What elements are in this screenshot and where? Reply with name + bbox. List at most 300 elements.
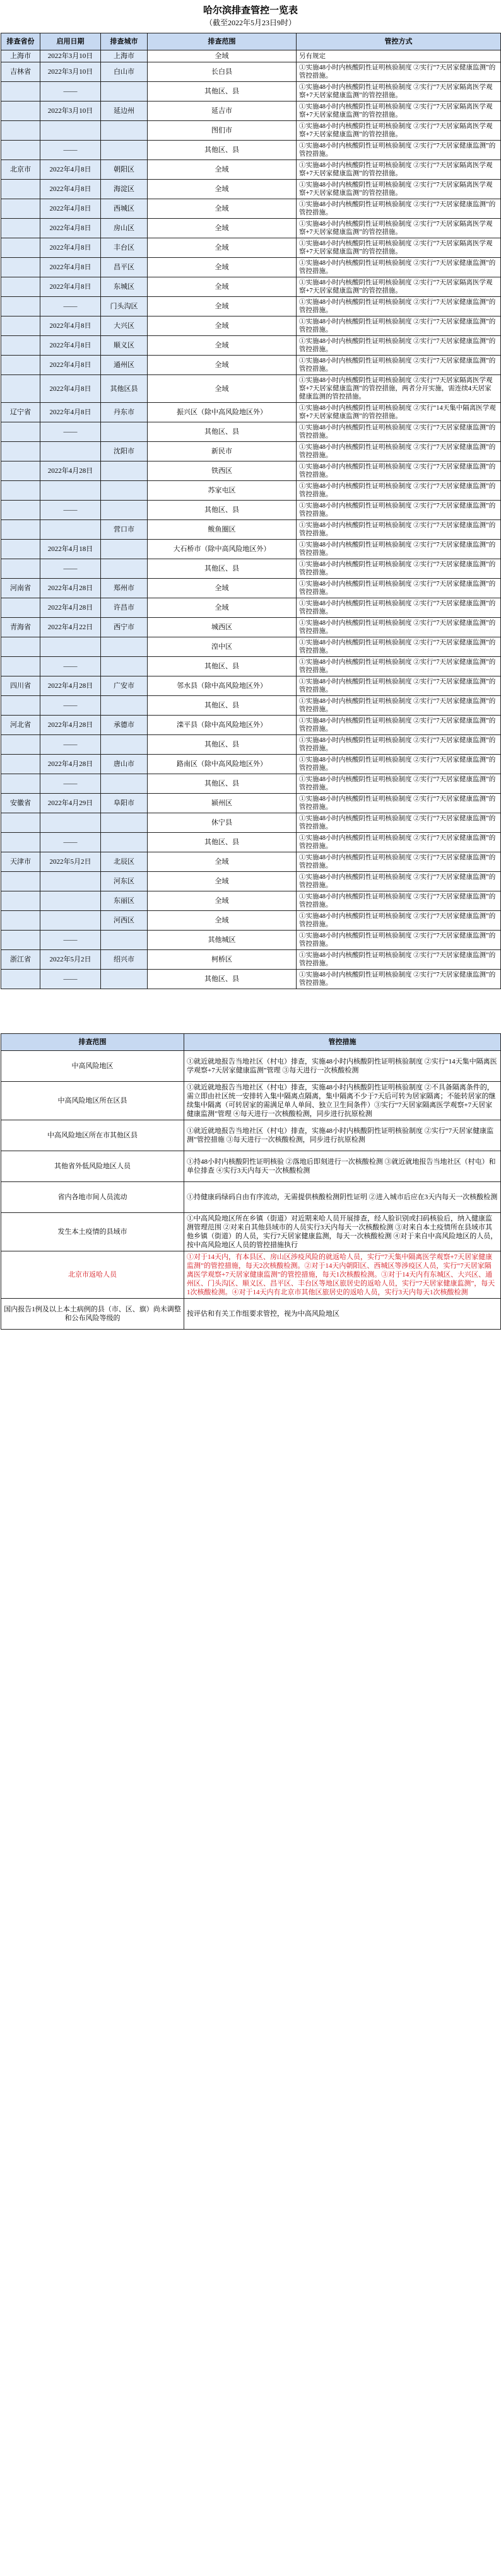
province-cell [1, 82, 40, 102]
city-cell: 东丽区 [101, 891, 148, 911]
control-cell: 按评估和有关工作组要求管控，视为中高风险地区 [184, 1299, 501, 1330]
scope-cell: 铁西区 [148, 461, 297, 481]
province-cell [1, 735, 40, 755]
scope-cell: 振兴区（除中高风险地区外） [148, 403, 297, 422]
province-cell [1, 442, 40, 461]
page-title: 哈尔滨排查管控一览表 [203, 6, 298, 16]
scope-cell: 其他区、县 [148, 82, 297, 102]
city-cell: 白山市 [101, 62, 148, 82]
table-row [1, 277, 501, 297]
scope-cell: 其他区、县 [148, 501, 297, 520]
scope-cell: 全域 [148, 891, 297, 911]
province-cell: 辽宁省 [1, 403, 40, 422]
table-row [1, 461, 501, 481]
table-row [1, 676, 501, 696]
province-cell: 青海省 [1, 618, 40, 637]
measure-cell: ①实施48小时内核酸阴性证明核验制度 ②实行“7天居家健康监测”的管控措施。 [297, 911, 501, 931]
city-cell: 延边州 [101, 102, 148, 121]
header-province: 排查省份 [1, 33, 40, 50]
table-row [1, 375, 501, 403]
date-cell [40, 872, 101, 891]
province-cell [1, 559, 40, 579]
range-cell: 省内各地市间人员流动 [1, 1182, 184, 1213]
date-cell: 2022年4月22日 [40, 618, 101, 637]
table-row [1, 1182, 501, 1213]
scope-cell: 全域 [148, 238, 297, 258]
table-row [1, 1251, 501, 1299]
province-cell [1, 598, 40, 618]
scope-cell: 全域 [148, 579, 297, 598]
table-row [1, 1082, 501, 1120]
scope-cell: 城西区 [148, 618, 297, 637]
table-row [1, 1120, 501, 1151]
table-row [1, 1051, 501, 1082]
province-cell [1, 540, 40, 559]
measure-cell: ①实施48小时内核酸阴性证明核验制度 ②实行“7天居家健康监测”的管控措施。 [297, 540, 501, 559]
table-row [1, 657, 501, 676]
table-row [1, 559, 501, 579]
date-cell: 2022年4月29日 [40, 794, 101, 813]
measure-cell: ①实施48小时内核酸阴性证明核验制度 ②实行“14天集中隔离医学观察+7天居家健康监测”的管控措施。 [297, 403, 501, 422]
date-cell: 2022年5月2日 [40, 950, 101, 970]
date-cell: 2022年4月8日 [40, 403, 101, 422]
province-cell [1, 931, 40, 950]
city-cell [101, 141, 148, 160]
province-cell [1, 141, 40, 160]
measure-cell: ①实施48小时内核酸阴性证明核验制度 ②实行“7天居家健康监测”的管控措施。 [297, 481, 501, 501]
province-cell [1, 657, 40, 676]
scope-cell: 全域 [148, 258, 297, 277]
date-cell: 2022年4月8日 [40, 238, 101, 258]
province-cell [1, 637, 40, 657]
range-cell: 发生本土疫情的县域市 [1, 1213, 184, 1251]
scope-cell: 其他区、县 [148, 774, 297, 794]
date-cell: 2022年4月8日 [40, 219, 101, 238]
province-cell [1, 813, 40, 833]
measure-cell: ①实施48小时内核酸阴性证明核验制度 ②实行“7天居家健康监测”的管控措施。 [297, 891, 501, 911]
measure-cell: ①实施48小时内核酸阴性证明核验制度 ②实行“7天居家隔离医学观察+7天居家健康监测”的管控措施。 [297, 160, 501, 180]
table-row [1, 696, 501, 716]
province-cell [1, 277, 40, 297]
range-cell: 北京市返哈人员 [1, 1251, 184, 1299]
date-cell: —— [40, 297, 101, 316]
scope-cell: 其他区、县 [148, 696, 297, 716]
page-subtitle: （截至2022年5月23日9时） [204, 18, 296, 27]
measures-table-body [1, 1051, 501, 1330]
province-cell: 浙江省 [1, 950, 40, 970]
scope-cell: 全域 [148, 219, 297, 238]
measure-cell: ①实施48小时内核酸阴性证明核验制度 ②实行“7天居家健康监测”的管控措施。 [297, 422, 501, 442]
province-cell [1, 755, 40, 774]
control-cell: ①持48小时内核酸阴性证明核验 ②落地后即刻进行一次核酸检测 ③就近就地报告当地社区（村屯）和单位排查 ④实行3天内每天一次核酸检测 [184, 1151, 501, 1182]
city-cell: 北辰区 [101, 852, 148, 872]
date-cell: 2022年4月8日 [40, 316, 101, 336]
city-cell: 郑州市 [101, 579, 148, 598]
scope-cell: 全域 [148, 872, 297, 891]
province-cell [1, 501, 40, 520]
scope-cell: 全域 [148, 50, 297, 62]
province-cell: 四川省 [1, 676, 40, 696]
date-cell: 2022年4月28日 [40, 579, 101, 598]
table-row [1, 62, 501, 82]
scope-cell: 其他城区 [148, 931, 297, 950]
table-row [1, 540, 501, 559]
province-cell [1, 891, 40, 911]
table-row [1, 931, 501, 950]
scope-cell: 其他区、县 [148, 970, 297, 989]
city-cell [101, 696, 148, 716]
scope-cell: 全域 [148, 598, 297, 618]
measure-cell: ①实施48小时内核酸阴性证明核验制度 ②实行“7天居家健康监测”的管控措施。 [297, 833, 501, 852]
city-cell: 绍兴市 [101, 950, 148, 970]
date-cell: 2022年4月28日 [40, 755, 101, 774]
province-cell [1, 219, 40, 238]
city-cell [101, 657, 148, 676]
scope-cell: 其他区、县 [148, 559, 297, 579]
date-cell: 2022年4月28日 [40, 676, 101, 696]
page [0, 4, 501, 1330]
scope-cell: 全域 [148, 316, 297, 336]
date-cell: —— [40, 774, 101, 794]
scope-cell: 全域 [148, 199, 297, 219]
province-cell [1, 121, 40, 141]
header-scope: 排查范围 [148, 33, 297, 50]
range-cell: 中高风险地区 [1, 1051, 184, 1082]
measure-cell: ①实施48小时内核酸阴性证明核验制度 ②实行“7天居家健康监测”的管控措施。 [297, 735, 501, 755]
city-cell [101, 774, 148, 794]
province-cell: 河北省 [1, 716, 40, 735]
date-cell: —— [40, 422, 101, 442]
table-row [1, 755, 501, 774]
table-row [1, 82, 501, 102]
measure-cell: ①实施48小时内核酸阴性证明核验制度 ②实行“7天居家隔离医学观察+7天居家健康监测”的管控措施。 [297, 238, 501, 258]
province-cell [1, 258, 40, 277]
table-row [1, 852, 501, 872]
city-cell: 唐山市 [101, 755, 148, 774]
province-cell [1, 238, 40, 258]
table-row [1, 813, 501, 833]
city-cell: 朝阳区 [101, 160, 148, 180]
measure-cell: ①实施48小时内核酸阴性证明核验制度 ②实行“7天居家健康监测”的管控措施。 [297, 141, 501, 160]
city-cell: 东城区 [101, 277, 148, 297]
city-cell: 其他区县 [101, 375, 148, 403]
province-cell [1, 336, 40, 356]
measure-cell: ①实施48小时内核酸阴性证明核验制度 ②实行“7天居家隔离医学观察+7天居家健康监测”的管控措施。 [297, 121, 501, 141]
date-cell [40, 442, 101, 461]
scope-cell: 延吉市 [148, 102, 297, 121]
table-row [1, 598, 501, 618]
city-cell [101, 735, 148, 755]
province-cell: 北京市 [1, 160, 40, 180]
measure-cell: ①实施48小时内核酸阴性证明核验制度 ②实行“7天居家健康监测”的管控措施。 [297, 794, 501, 813]
table-row [1, 403, 501, 422]
date-cell: 2022年4月28日 [40, 716, 101, 735]
measure-cell: ①实施48小时内核酸阴性证明核验制度 ②实行“7天居家健康监测”的管控措施。 [297, 970, 501, 989]
province-cell [1, 872, 40, 891]
table-row [1, 481, 501, 501]
table-row [1, 520, 501, 540]
table-row [1, 121, 501, 141]
city-cell: 顺义区 [101, 336, 148, 356]
city-cell: 西宁市 [101, 618, 148, 637]
date-cell: —— [40, 970, 101, 989]
scope-cell: 全域 [148, 852, 297, 872]
table-row [1, 891, 501, 911]
table-row [1, 872, 501, 891]
table-row [1, 1213, 501, 1251]
city-cell: 门头沟区 [101, 297, 148, 316]
table-row [1, 794, 501, 813]
city-cell: 西城区 [101, 199, 148, 219]
measure-cell: ①实施48小时内核酸阴性证明核验制度 ②实行“7天居家健康监测”的管控措施。 [297, 520, 501, 540]
table-row [1, 258, 501, 277]
scope-cell: 苏家屯区 [148, 481, 297, 501]
scope-cell: 邻水县（除中高风险地区外） [148, 676, 297, 696]
table-row [1, 238, 501, 258]
measure-cell: ①实施48小时内核酸阴性证明核验制度 ②实行“7天居家健康监测”的管控措施。 [297, 852, 501, 872]
city-cell [101, 121, 148, 141]
city-cell [101, 970, 148, 989]
province-cell [1, 356, 40, 375]
date-cell: 2022年4月8日 [40, 336, 101, 356]
date-cell: 2022年4月28日 [40, 598, 101, 618]
table-row [1, 199, 501, 219]
city-cell [101, 461, 148, 481]
measure-cell: ①实施48小时内核酸阴性证明核验制度 ②实行“7天居家健康监测”的管控措施。 [297, 774, 501, 794]
scope-cell: 全域 [148, 160, 297, 180]
measure-cell: ①实施48小时内核酸阴性证明核验制度 ②实行“7天居家健康监测”的管控措施。 [297, 598, 501, 618]
city-cell [101, 422, 148, 442]
measure-cell: ①实施48小时内核酸阴性证明核验制度 ②实行“7天居家健康监测”的管控措施。 [297, 716, 501, 735]
measure-cell: ①实施48小时内核酸阴性证明核验制度 ②实行“7天居家健康监测”的管控措施。 [297, 442, 501, 461]
table-row [1, 1151, 501, 1182]
scope-cell: 新民市 [148, 442, 297, 461]
city-cell: 丰台区 [101, 238, 148, 258]
measure-cell: ①实施48小时内核酸阴性证明核验制度 ②实行“7天居家健康监测”的管控措施。 [297, 559, 501, 579]
city-cell [101, 833, 148, 852]
control-cell: ①中高风险地区所在乡镇（街道）对近期来哈人员开展排查，经人脸识别或扫码核验后，纳入健康监测管理范围 ②对来自其他县域市的人员实行3天内每天一次核酸检测 ③对来自本土疫情所在县域市其他乡镇（街道）的人员，实行7天居家健康监测，每天一次核酸检测 ④对于来自中高风险地区的人员，按中高风险地区人员的管控措施执行 [184, 1213, 501, 1251]
province-cell [1, 481, 40, 501]
range-cell: 其他省外低风险地区人员 [1, 1151, 184, 1182]
table-row [1, 356, 501, 375]
table-row [1, 774, 501, 794]
city-cell: 营口市 [101, 520, 148, 540]
scope-cell: 其他区、县 [148, 735, 297, 755]
city-cell: 许昌市 [101, 598, 148, 618]
table-row [1, 102, 501, 121]
table-row [1, 316, 501, 336]
city-cell [101, 813, 148, 833]
control-table-header [1, 33, 501, 50]
province-cell: 上海市 [1, 50, 40, 62]
table-row [1, 735, 501, 755]
header-date: 启用日期 [40, 33, 101, 50]
table-row [1, 422, 501, 442]
city-cell [101, 82, 148, 102]
table-row [1, 637, 501, 657]
date-cell [40, 891, 101, 911]
province-cell [1, 199, 40, 219]
city-cell [101, 559, 148, 579]
measures-table [1, 1033, 501, 1330]
control-cell: ①持健康码绿码自由有序流动，无需提供核酸检测阴性证明 ②进入城市后应在3天内每天一次核酸检测 [184, 1182, 501, 1213]
scope-cell: 颍州区 [148, 794, 297, 813]
scope-cell: 休宁县 [148, 813, 297, 833]
scope-cell: 鲅鱼圈区 [148, 520, 297, 540]
date-cell: 2022年3月10日 [40, 50, 101, 62]
date-cell [40, 520, 101, 540]
city-cell: 承德市 [101, 716, 148, 735]
table-row [1, 297, 501, 316]
date-cell: —— [40, 82, 101, 102]
header-range: 排查范围 [1, 1034, 184, 1051]
city-cell: 昌平区 [101, 258, 148, 277]
measure-cell: ①实施48小时内核酸阴性证明核验制度 ②实行“7天居家健康监测”的管控措施。 [297, 258, 501, 277]
city-cell [101, 540, 148, 559]
scope-cell: 大石桥市（除中高风险地区外） [148, 540, 297, 559]
date-cell: 2022年4月8日 [40, 180, 101, 199]
scope-cell: 其他区、县 [148, 422, 297, 442]
scope-cell: 其他区、县 [148, 657, 297, 676]
table-row [1, 950, 501, 970]
city-cell: 大兴区 [101, 316, 148, 336]
measure-cell: ①实施48小时内核酸阴性证明核验制度 ②实行“7天居家健康监测”的管控措施。 [297, 755, 501, 774]
date-cell: —— [40, 501, 101, 520]
table-row [1, 336, 501, 356]
city-cell: 沈阳市 [101, 442, 148, 461]
measure-cell: ①实施48小时内核酸阴性证明核验制度 ②实行“7天居家隔离医学观察+7天居家健康监测”的管控措施。 [297, 219, 501, 238]
measure-cell: ①实施48小时内核酸阴性证明核验制度 ②实行“7天居家健康监测”的管控措施。 [297, 297, 501, 316]
range-cell: 国内报告1例及以上本土病例的县（市、区、旗）尚未调整和公布风险等级的 [1, 1299, 184, 1330]
measure-cell: ①实施48小时内核酸阴性证明核验制度 ②实行“7天居家隔离医学观察+7天居家健康监测”的管控措施。 [297, 277, 501, 297]
measure-cell: ①实施48小时内核酸阴性证明核验制度 ②实行“7天居家健康监测”的管控措施。 [297, 356, 501, 375]
date-cell [40, 481, 101, 501]
scope-cell: 全域 [148, 297, 297, 316]
scope-cell: 全域 [148, 336, 297, 356]
table-row [1, 579, 501, 598]
city-cell: 河西区 [101, 911, 148, 931]
control-table [1, 33, 501, 989]
province-cell [1, 102, 40, 121]
city-cell: 阜阳市 [101, 794, 148, 813]
table-row [1, 970, 501, 989]
measure-cell: ①实施48小时内核酸阴性证明核验制度 ②实行“7天居家健康监测”的管控措施。 [297, 316, 501, 336]
measure-cell: ①实施48小时内核酸阴性证明核验制度 ②实行“7天居家健康监测”的管控措施。 [297, 336, 501, 356]
scope-cell: 图们市 [148, 121, 297, 141]
header-control: 管控措施 [184, 1034, 501, 1051]
table-row [1, 141, 501, 160]
measure-cell: ①实施48小时内核酸阴性证明核验制度 ②实行“7天居家健康监测”的管控措施。 [297, 676, 501, 696]
date-cell: 2022年4月8日 [40, 277, 101, 297]
control-cell: ①就近就地报告当地社区（村屯）排查，实施48小时内核酸阴性证明核验制度 ②不具备隔离条件的，需立即由社区统一安排转入集中隔离点隔离，集中隔离不少于7天后可转为居家隔离；不能转居家的继续集中隔离（可转居家的需满足单人单间、独立卫生间条件）③实行“7天居家隔离医学观察+7天居家健康监测”管理 ④每天进行一次核酸检测，同步进行抗原检测 [184, 1082, 501, 1120]
date-cell: —— [40, 833, 101, 852]
measure-cell: ①实施48小时内核酸阴性证明核验制度 ②实行“7天居家隔离医学观察+7天居家健康监测”的管控措施。 [297, 82, 501, 102]
date-cell [40, 813, 101, 833]
city-cell: 河东区 [101, 872, 148, 891]
scope-cell: 湟中区 [148, 637, 297, 657]
date-cell: 2022年4月8日 [40, 356, 101, 375]
province-cell [1, 911, 40, 931]
province-cell: 天津市 [1, 852, 40, 872]
control-table-body [1, 50, 501, 989]
scope-cell: 全域 [148, 375, 297, 403]
table-row [1, 716, 501, 735]
date-cell [40, 911, 101, 931]
province-cell [1, 316, 40, 336]
measure-cell: ①实施48小时内核酸阴性证明核验制度 ②实行“7天居家健康监测”的管控措施。 [297, 62, 501, 82]
measure-cell: ①实施48小时内核酸阴性证明核验制度 ②实行“7天居家健康监测”的管控措施。 [297, 872, 501, 891]
date-cell: —— [40, 657, 101, 676]
measure-cell: ①实施48小时内核酸阴性证明核验制度 ②实行“7天居家健康监测”的管控措施。 [297, 696, 501, 716]
date-cell: —— [40, 696, 101, 716]
date-cell: 2022年4月8日 [40, 258, 101, 277]
table-row [1, 501, 501, 520]
table-row [1, 911, 501, 931]
date-cell: 2022年5月2日 [40, 852, 101, 872]
scope-cell: 长白县 [148, 62, 297, 82]
date-cell: 2022年4月8日 [40, 160, 101, 180]
province-cell [1, 970, 40, 989]
measure-cell: ①实施48小时内核酸阴性证明核验制度 ②实行“7天居家隔离医学观察+7天居家健康监测”的管控措施。 [297, 102, 501, 121]
measure-cell: ①实施48小时内核酸阴性证明核验制度 ②实行“7天居家健康监测”的管控措施。 [297, 501, 501, 520]
measures-table-header [1, 1034, 501, 1051]
city-cell [101, 501, 148, 520]
province-cell: 吉林省 [1, 62, 40, 82]
measure-cell: ①实施48小时内核酸阴性证明核验制度 ②实行“7天居家健康监测”的管控措施。 [297, 813, 501, 833]
table-row [1, 442, 501, 461]
measure-cell: ①实施48小时内核酸阴性证明核验制度 ②实行“7天居家健康监测”的管控措施。 [297, 637, 501, 657]
date-cell [40, 121, 101, 141]
scope-cell: 其他区、县 [148, 141, 297, 160]
city-cell: 房山区 [101, 219, 148, 238]
province-cell [1, 180, 40, 199]
province-cell [1, 774, 40, 794]
city-cell [101, 637, 148, 657]
province-cell [1, 696, 40, 716]
control-cell: ①对于14天内，有本县区、房山区涉疫风险的就返哈人员，实行“7天集中隔离医学观察+7天居家健康监测”的管控措施，每天2次核酸检测。②对于14天内朝阳区、西城区等涉疫区人员，实行“7天居家隔离医学观察+7天居家健康监测”的管控措施，每天1次核酸检测。③对于14天内有东城区、大兴区、通州区、门头沟区、顺义区、昌平区、丰台区等地区旅居史的返哈人员，实行“7天居家健康监测”，每天1次核酸检测。④对于14天内有北京市其他区旅居史的返哈人员，实行3天内每天1次核酸检测 [184, 1251, 501, 1299]
table-row [1, 160, 501, 180]
header-city: 排查城市 [101, 33, 148, 50]
measure-cell: ①实施48小时内核酸阴性证明核验制度 ②实行“7天居家隔离医学观察+7天居家健康监测”的管控措施。 [297, 180, 501, 199]
date-cell: —— [40, 931, 101, 950]
province-cell [1, 297, 40, 316]
city-cell: 广安市 [101, 676, 148, 696]
city-cell: 上海市 [101, 50, 148, 62]
date-cell: 2022年4月18日 [40, 540, 101, 559]
table-row [1, 50, 501, 62]
scope-cell: 其他区、县 [148, 833, 297, 852]
province-cell: 河南省 [1, 579, 40, 598]
province-cell [1, 520, 40, 540]
city-cell: 通州区 [101, 356, 148, 375]
province-cell [1, 375, 40, 403]
date-cell: 2022年4月8日 [40, 199, 101, 219]
province-cell [1, 422, 40, 442]
province-cell [1, 833, 40, 852]
scope-cell: 全域 [148, 356, 297, 375]
city-cell: 海淀区 [101, 180, 148, 199]
date-cell: 2022年4月8日 [40, 375, 101, 403]
table-row [1, 1299, 501, 1330]
province-cell [1, 461, 40, 481]
measure-cell: ①实施48小时内核酸阴性证明核验制度 ②实行“7天居家健康监测”的管控措施。 [297, 657, 501, 676]
date-cell: —— [40, 735, 101, 755]
measure-cell: ①实施48小时内核酸阴性证明核验制度 ②实行“7天居家健康监测”的管控措施。 [297, 461, 501, 481]
city-cell: 丹东市 [101, 403, 148, 422]
section-gap [0, 989, 501, 1033]
range-cell: 中高风险地区所在市其他区县 [1, 1120, 184, 1151]
measure-cell: ①实施48小时内核酸阴性证明核验制度 ②实行“7天居家健康监测”的管控措施。 [297, 950, 501, 970]
